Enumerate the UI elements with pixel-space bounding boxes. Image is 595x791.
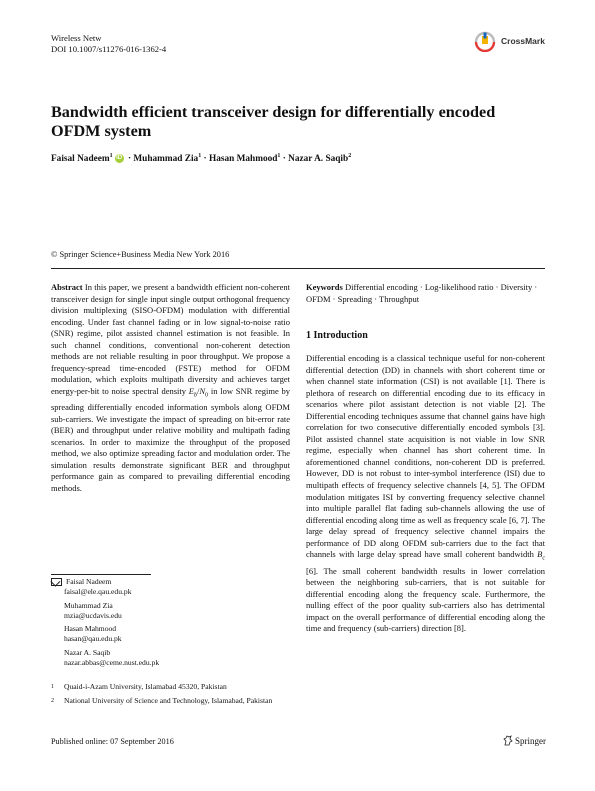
contact-list [51,577,159,671]
math-eb: E [188,385,194,396]
intro-paragraph-part1: Differential encoding is a classical technique useful for non-coherent differential detection (DD) in channels with short coherent time or when channel state information (CSI) is not available [1]. There is plethora of research on differential encoding due to its efficacy in scenarios where pilot assistant detection is not viable [2]. The Differential encoding techniques assume that channel gains have high correlation for two consecutive differentially encoded symbols [3]. Pilot assisted channel state acquisition is not viable in low SNR regime, especially when channel has short coherent time. In aforementioned channel conditions, non-coherent DD is preferred. However, DD is not robust to inter-symbol interference (ISI) due to multipath effects of frequency selective channels [4, 5]. The OFDM modulation mitigates ISI by converting frequency selective channel into multiple parallel flat fading sub-channels allowing the use of differential encoding along time as well as frequency scale [6, 7]. The large delay spread of frequency selective channel impairs the performance of DD along OFDM sub-carriers due to the fact that channels with large delay spread have small coherent bandwidth [306,353,545,560]
author-affiliation-mark: 1 [109,153,113,159]
section-heading: 1 Introduction [306,330,368,341]
contact-email[interactable]: mzia@ucdavis.edu [64,610,122,620]
contact-entry [51,601,159,621]
affiliation-text: Quaid-i-Azam University, Islamabad 45320, Pakistan [64,682,227,691]
author-name[interactable]: Nazar A. Saqib [288,154,349,165]
springer-horse-icon [503,735,513,746]
divider [51,268,545,269]
contact-entry [51,577,159,597]
copyright-notice: © Springer Science+Business Media New York 2016 [51,250,230,259]
published-date: Published online: 07 September 2016 [51,737,174,746]
contact-email[interactable]: hasan@qau.edu.pk [64,634,122,644]
math-n0-sub: 0 [205,392,209,399]
doi[interactable]: DOI 10.1007/s11276-016-1362-4 [51,44,167,54]
keywords-text: Differential encoding · Log-likelihood ratio · Diversity · OFDM · Spreading · Throughput [306,282,538,304]
journal-name: Wireless Netw [51,33,102,43]
contact-email[interactable]: faisal@ele.qau.edu.pk [64,587,132,596]
contact-name: Nazar A. Saqib [64,647,111,657]
author-affiliation-mark: 1 [198,153,202,159]
abstract-label: Abstract [51,282,83,292]
contact-email[interactable]: nazar.abbas@ceme.nust.edu.pk [64,657,160,667]
abstract-text-part1: In this paper, we present a bandwidth efficient non-coherent transceiver design for single input single output orthogonal frequency division multiplexing (SISO-OFDM) modulation with differential encoding. Under fast channel fading or in low signal-to-noise ratio (SNR) regime, pilot assisted channel estimation is not feasible. In such channel conditions, conventional non-coherent detection methods are not reliable resulting in poor throughput. We propose a frequency-spread time-encoded (FSTE) method for OFDM modulation, which exploits multipath diversity and achieves target energy-per-bit to noise spectral density [51,282,290,396]
crossmark-icon [472,30,498,52]
contact-name: Faisal Nadeem [66,577,112,586]
abstract-text-part2: in low SNR regime by spreading differentially encoded information symbols along OFDM sub-carriers. We investigate the impact of spreading on bit-error rate (BER) and throughput under relative mobility and multipath fading scenarios. In order to maximize the throughput of the proposed method, we also optimize spreading factor and modulation order. The simulation results demonstrate significant BER and throughput performance gain as compared to prevailing differential encoding methods. [51,385,291,493]
contact-name: Hasan Mahmood [64,624,117,634]
affiliations [51,682,281,710]
affiliation-text: National University of Science and Technology, Islamabad, Pakistan [64,696,273,705]
math-n0: N [199,385,206,396]
affiliation-number: 1 [51,684,54,690]
affiliation-row [51,696,281,706]
math-eb-sub: b [194,392,197,399]
math-bc: B [537,549,543,560]
keywords-label: Keywords [306,282,343,292]
paper-title: Bandwidth efficient transceiver design for differentially encoded OFDM system [51,103,496,140]
orcid-icon[interactable]: iD [116,155,123,162]
author-affiliation-mark: 1 [277,153,281,159]
email-icon [51,578,62,586]
author-name[interactable]: Hasan Mahmood [208,154,278,165]
affiliation-number: 2 [51,698,54,704]
contact-name: Muhammad Zia [64,600,113,610]
affiliation-row [51,682,281,692]
author-affiliation-mark: 2 [348,153,352,159]
author-list: Faisal Nadeem$^1$ iD · Muhammad Zia$^1$ · Hasan Mahmood$^1$ · Nazar A. Saqib$^2$ [51,153,352,165]
journal-header [51,33,166,55]
math-bc-sub: c [542,555,545,562]
contact-entry [51,624,159,644]
author-name[interactable]: Muhammad Zia [133,154,199,165]
crossmark-badge[interactable] [472,30,545,52]
crossmark-label: CrossMark [501,36,545,46]
contact-entry [51,648,159,668]
keywords [306,282,545,305]
intro-paragraph-part2: [6]. The small coherent bandwidth results in lower correlation between the neighboring sub-carriers, that is not suitable for differential encoding along the frequency scale. Furthermore, the nulling effect of the poor quality sub-carriers also has detrimental impact on the overall performance of differential encoding along the time and frequency (sub-carriers) direction [8]. [306,565,545,634]
springer-logo [503,735,546,746]
footnote-rule [51,574,151,575]
author-name[interactable]: Faisal Nadeem [51,154,110,165]
abstract: Abstract In this paper, we present a bandwidth efficient non-coherent transceiver design for single input single output orthogonal frequency division multiplexing (SISO-OFDM) modulation with differential encoding. Under fast channel fading or in low signal-to-noise ratio (SNR) regime, pilot assisted channel estimation is not feasible. In such channel conditions, conventional non-coherent detection methods are not reliable resulting in poor throughput. We propose a frequency-spread time-encoded (FSTE) method for OFDM modulation, which exploits multipath diversity and achieves target energy-per-bit to noise spectral density $E_b/N_0$ in low SNR regime by spreading differentially encoded information symbols along OFDM sub-carriers. We investigate the impact of spreading on bit-error rate (BER) and throughput under relative mobility and multipath fading scenarios. In order to maximize the throughput of the proposed method, we also optimize spreading factor and modulation order. The simulation results demonstrate significant BER and throughput performance gain as compared to prevailing differential encoding methods. [51,282,291,493]
publisher-name: Springer [515,735,546,746]
introduction-text [306,353,545,635]
